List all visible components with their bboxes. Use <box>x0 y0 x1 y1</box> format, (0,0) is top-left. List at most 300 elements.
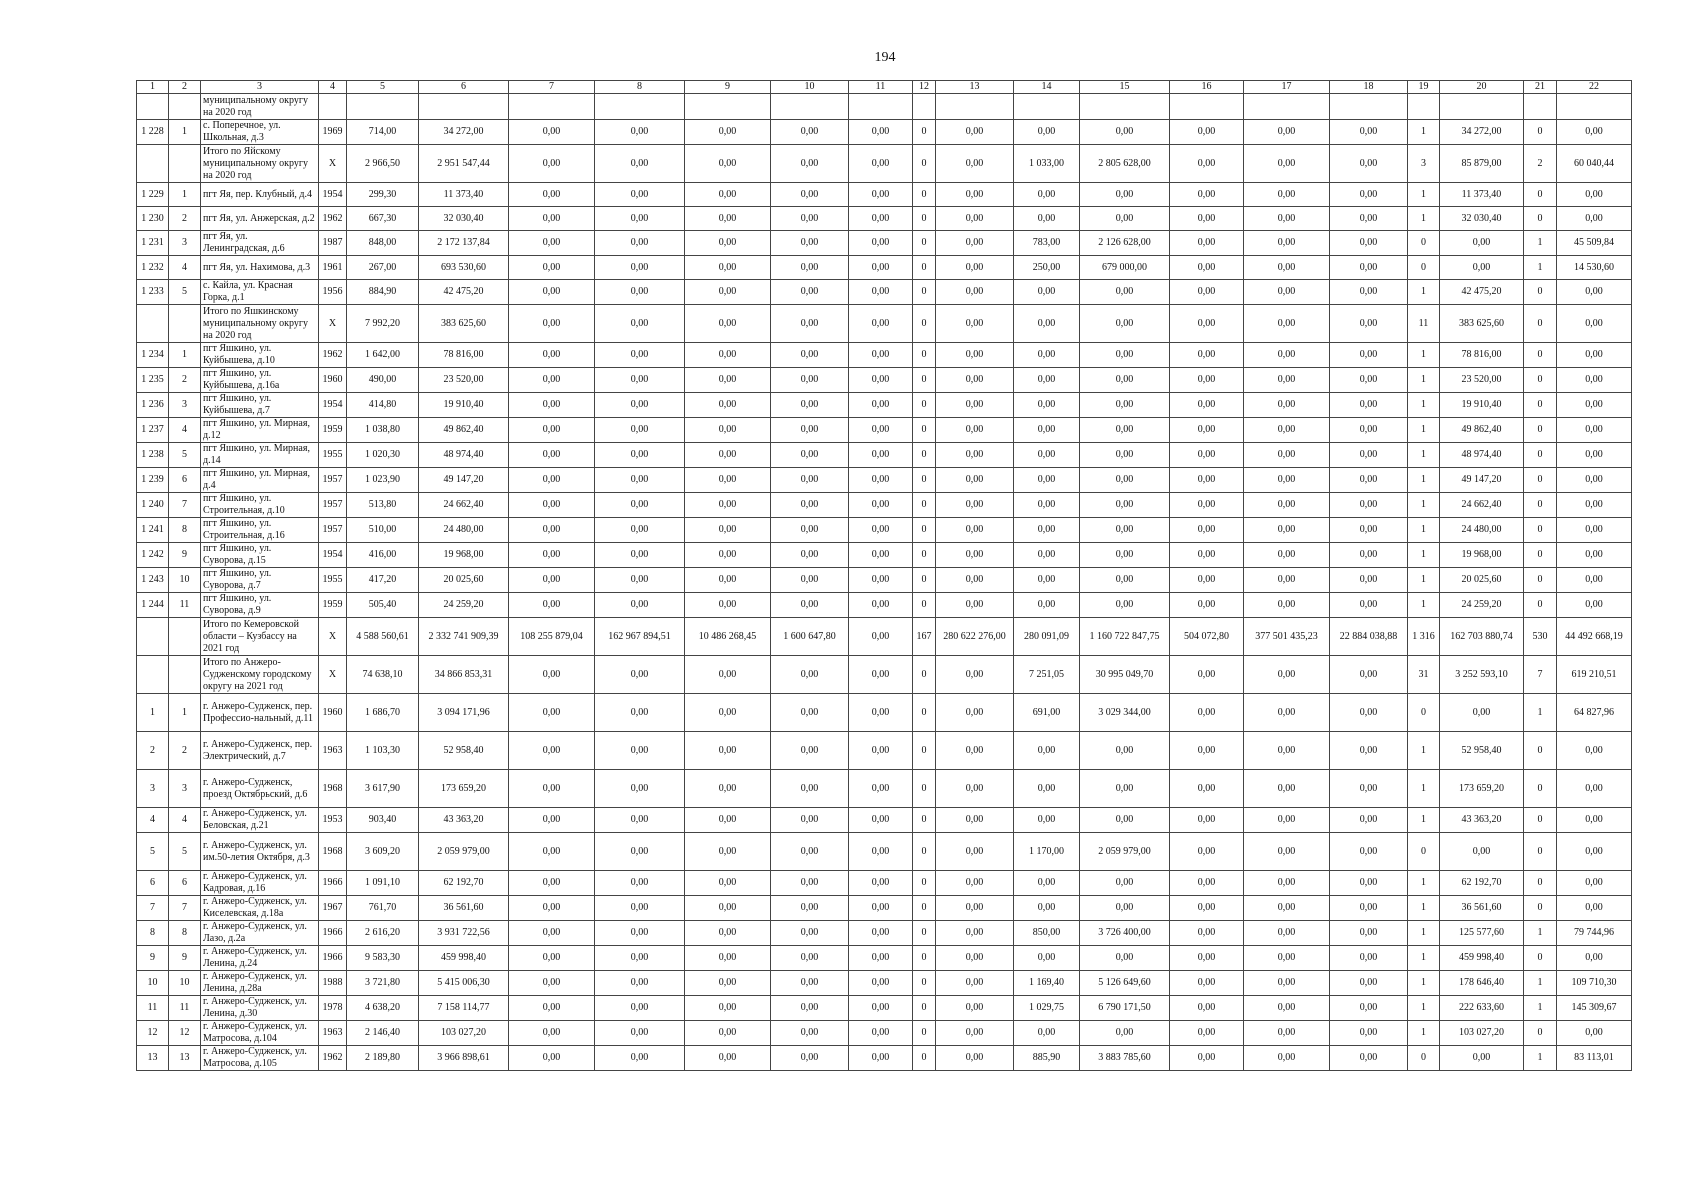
value-cell: 173 659,20 <box>419 770 509 808</box>
value-cell: 1962 <box>319 207 347 231</box>
value-cell: 0 <box>913 256 936 280</box>
column-number-cell: 17 <box>1244 81 1330 94</box>
value-cell: 1 169,40 <box>1014 971 1080 996</box>
value-cell: 0,00 <box>1244 568 1330 593</box>
value-cell: 19 910,40 <box>1440 393 1524 418</box>
table-row <box>137 568 1632 593</box>
value-cell: 459 998,40 <box>419 946 509 971</box>
value-cell: 0,00 <box>509 543 595 568</box>
value-cell: 1988 <box>319 971 347 996</box>
value-cell: 0,00 <box>509 996 595 1021</box>
value-cell: 1 160 722 847,75 <box>1080 618 1170 656</box>
value-cell: 0,00 <box>595 971 685 996</box>
value-cell: 0 <box>1524 833 1557 871</box>
value-cell: 3 094 171,96 <box>419 694 509 732</box>
value-cell: 0,00 <box>1080 120 1170 145</box>
value-cell: 0,00 <box>1330 207 1408 231</box>
value-cell: 0,00 <box>936 207 1014 231</box>
value-cell: 0,00 <box>685 280 771 305</box>
value-cell: 0,00 <box>849 305 913 343</box>
value-cell: 0,00 <box>595 183 685 207</box>
value-cell: 0,00 <box>685 656 771 694</box>
value-cell: 0,00 <box>1244 694 1330 732</box>
value-cell: 1 023,90 <box>347 468 419 493</box>
value-cell: 3 <box>1408 145 1440 183</box>
summary-row <box>137 618 1632 656</box>
value-cell: 44 492 668,19 <box>1557 618 1632 656</box>
value-cell: 0 <box>1524 1021 1557 1046</box>
value-cell: 0,00 <box>771 921 849 946</box>
value-cell: 0,00 <box>509 207 595 231</box>
value-cell: 1 <box>1524 256 1557 280</box>
value-cell: 0,00 <box>1330 493 1408 518</box>
row-number-cell: 1 232 <box>137 256 169 280</box>
table-row <box>137 732 1632 770</box>
value-cell: 1 020,30 <box>347 443 419 468</box>
value-cell: 20 025,60 <box>1440 568 1524 593</box>
summary-label-cell: Итого по Яшкинскому муниципальному округу на 2020 год <box>201 305 319 343</box>
value-cell: 0,00 <box>849 1021 913 1046</box>
value-cell: 0,00 <box>1440 256 1524 280</box>
value-cell: 0,00 <box>1170 996 1244 1021</box>
value-cell: 0,00 <box>1080 368 1170 393</box>
value-cell: 0 <box>1408 231 1440 256</box>
value-cell: 0,00 <box>1557 770 1632 808</box>
value-cell: 0,00 <box>849 896 913 921</box>
address-cell: г. Анжеро-Судженск, проезд Октябрьский, д.6 <box>201 770 319 808</box>
value-cell: 0,00 <box>1014 343 1080 368</box>
value-cell: 0,00 <box>849 732 913 770</box>
value-cell: 79 744,96 <box>1557 921 1632 946</box>
value-cell: 11 <box>1408 305 1440 343</box>
row-number-cell: 1 234 <box>137 343 169 368</box>
value-cell: 0 <box>1524 593 1557 618</box>
value-cell: 0,00 <box>771 732 849 770</box>
row-sub-number-cell: 1 <box>169 120 201 145</box>
value-cell: 0 <box>913 971 936 996</box>
value-cell: 1 316 <box>1408 618 1440 656</box>
value-cell: 0,00 <box>509 694 595 732</box>
value-cell: 125 577,60 <box>1440 921 1524 946</box>
value-cell: 0,00 <box>1244 368 1330 393</box>
column-number-cell: 20 <box>1440 81 1524 94</box>
value-cell: 0,00 <box>936 393 1014 418</box>
value-cell: 1 <box>1408 468 1440 493</box>
value-cell: 52 958,40 <box>1440 732 1524 770</box>
value-cell <box>595 94 685 120</box>
row-number-cell: 2 <box>137 732 169 770</box>
value-cell: 0,00 <box>936 656 1014 694</box>
value-cell: 0,00 <box>936 896 1014 921</box>
row-number-cell: 11 <box>137 996 169 1021</box>
value-cell <box>1170 94 1244 120</box>
value-cell: 24 480,00 <box>419 518 509 543</box>
value-cell: 0 <box>913 343 936 368</box>
row-sub-number-cell <box>169 305 201 343</box>
value-cell: 32 030,40 <box>419 207 509 231</box>
value-cell: 4 638,20 <box>347 996 419 1021</box>
value-cell: 0,00 <box>1330 808 1408 833</box>
value-cell: 0 <box>1524 120 1557 145</box>
value-cell: 1955 <box>319 443 347 468</box>
value-cell: 0,00 <box>1014 468 1080 493</box>
value-cell: 0,00 <box>936 921 1014 946</box>
column-number-cell: 16 <box>1170 81 1244 94</box>
address-cell: г. Анжеро-Судженск, ул. им.50-летия Октября, д.3 <box>201 833 319 871</box>
value-cell: 414,80 <box>347 393 419 418</box>
value-cell: 0,00 <box>1170 896 1244 921</box>
value-cell: 0,00 <box>1170 183 1244 207</box>
value-cell: 0,00 <box>936 493 1014 518</box>
value-cell: 0 <box>913 280 936 305</box>
value-cell: 49 862,40 <box>1440 418 1524 443</box>
value-cell: 0,00 <box>685 468 771 493</box>
value-cell: 0,00 <box>849 120 913 145</box>
value-cell: 0 <box>1408 1046 1440 1071</box>
summary-label-cell: Итого по Яйскому муниципальному округу на 2020 год <box>201 145 319 183</box>
value-cell: 0,00 <box>595 896 685 921</box>
value-cell: 3 883 785,60 <box>1080 1046 1170 1071</box>
value-cell: 1968 <box>319 770 347 808</box>
row-number-cell: 1 239 <box>137 468 169 493</box>
value-cell: 0 <box>1524 368 1557 393</box>
value-cell: 0,00 <box>685 183 771 207</box>
value-cell: 0,00 <box>1557 468 1632 493</box>
value-cell: 0,00 <box>685 896 771 921</box>
value-cell: 0,00 <box>1244 1046 1330 1071</box>
row-sub-number-cell: 8 <box>169 518 201 543</box>
column-number-cell: 4 <box>319 81 347 94</box>
row-number-cell: 1 229 <box>137 183 169 207</box>
value-cell: 0,00 <box>685 946 771 971</box>
value-cell: 0,00 <box>509 732 595 770</box>
value-cell: 1961 <box>319 256 347 280</box>
value-cell: 0,00 <box>849 871 913 896</box>
value-cell: 103 027,20 <box>419 1021 509 1046</box>
value-cell: 0,00 <box>936 518 1014 543</box>
row-number-cell: 4 <box>137 808 169 833</box>
value-cell: 0,00 <box>509 518 595 543</box>
value-cell: 0,00 <box>1244 896 1330 921</box>
value-cell: 0,00 <box>1557 120 1632 145</box>
value-cell: 0,00 <box>771 971 849 996</box>
value-cell: 0,00 <box>1014 493 1080 518</box>
value-cell: 0 <box>1524 493 1557 518</box>
summary-row <box>137 145 1632 183</box>
row-number-cell <box>137 145 169 183</box>
value-cell: 0,00 <box>1330 418 1408 443</box>
value-cell <box>1330 94 1408 120</box>
value-cell: 1 <box>1408 896 1440 921</box>
value-cell: 0,00 <box>1014 808 1080 833</box>
value-cell: 0,00 <box>1557 896 1632 921</box>
value-cell: 0 <box>913 518 936 543</box>
value-cell: 1 033,00 <box>1014 145 1080 183</box>
value-cell: 145 309,67 <box>1557 996 1632 1021</box>
value-cell: 0 <box>913 732 936 770</box>
value-cell: 1 <box>1408 568 1440 593</box>
value-cell: 0,00 <box>1557 305 1632 343</box>
value-cell: 9 583,30 <box>347 946 419 971</box>
value-cell: 0,00 <box>1170 280 1244 305</box>
column-number-cell: 13 <box>936 81 1014 94</box>
value-cell: 1956 <box>319 280 347 305</box>
value-cell: 1969 <box>319 120 347 145</box>
value-cell: 0 <box>913 231 936 256</box>
value-cell: 1 <box>1408 518 1440 543</box>
value-cell: 0 <box>1524 871 1557 896</box>
value-cell: 0,00 <box>849 808 913 833</box>
value-cell: X <box>319 145 347 183</box>
address-cell: г. Анжеро-Судженск, ул. Матросова, д.104 <box>201 1021 319 1046</box>
row-number-cell: 1 240 <box>137 493 169 518</box>
value-cell: 0,00 <box>509 1046 595 1071</box>
column-number-cell: 18 <box>1330 81 1408 94</box>
value-cell: 0,00 <box>1080 468 1170 493</box>
value-cell: 0,00 <box>1330 468 1408 493</box>
value-cell: 34 272,00 <box>1440 120 1524 145</box>
row-sub-number-cell: 9 <box>169 543 201 568</box>
value-cell: 1 <box>1408 593 1440 618</box>
value-cell: 0,00 <box>509 256 595 280</box>
value-cell <box>1244 94 1330 120</box>
value-cell: 1960 <box>319 368 347 393</box>
value-cell: 0,00 <box>1330 343 1408 368</box>
value-cell: 0 <box>913 305 936 343</box>
value-cell: 0,00 <box>1330 393 1408 418</box>
value-cell: 0,00 <box>509 368 595 393</box>
value-cell: 1 <box>1524 971 1557 996</box>
row-sub-number-cell <box>169 145 201 183</box>
value-cell: 0,00 <box>1557 368 1632 393</box>
value-cell: 1 <box>1408 280 1440 305</box>
value-cell: 0,00 <box>849 921 913 946</box>
value-cell: 0,00 <box>685 368 771 393</box>
value-cell: 0,00 <box>595 656 685 694</box>
address-cell: пгт Яшкино, ул. Куйбышева, д.16а <box>201 368 319 393</box>
row-sub-number-cell: 10 <box>169 568 201 593</box>
row-number-cell: 1 228 <box>137 120 169 145</box>
value-cell: 1 170,00 <box>1014 833 1080 871</box>
value-cell: 0,00 <box>1557 593 1632 618</box>
value-cell: 24 259,20 <box>1440 593 1524 618</box>
value-cell: 0,00 <box>1330 996 1408 1021</box>
value-cell: 0,00 <box>849 207 913 231</box>
address-cell: пгт Яшкино, ул. Мирная, д.4 <box>201 468 319 493</box>
value-cell: 2 172 137,84 <box>419 231 509 256</box>
value-cell: 167 <box>913 618 936 656</box>
value-cell: 0,00 <box>771 896 849 921</box>
value-cell: 0,00 <box>849 493 913 518</box>
value-cell: 1 <box>1408 996 1440 1021</box>
value-cell: 0,00 <box>1330 145 1408 183</box>
value-cell: 0,00 <box>1170 694 1244 732</box>
value-cell: 0 <box>913 656 936 694</box>
value-cell: 0,00 <box>685 343 771 368</box>
value-cell: 0,00 <box>849 694 913 732</box>
table-header-row <box>137 81 1632 94</box>
row-number-cell <box>137 94 169 120</box>
value-cell: 49 147,20 <box>419 468 509 493</box>
value-cell: 383 625,60 <box>419 305 509 343</box>
value-cell: 0,00 <box>595 996 685 1021</box>
summary-label-cell: Итого по Кемеровской области – Кузбассу на 2021 год <box>201 618 319 656</box>
value-cell: 1 <box>1408 183 1440 207</box>
value-cell: 24 662,40 <box>1440 493 1524 518</box>
summary-row <box>137 656 1632 694</box>
value-cell: 0,00 <box>1170 231 1244 256</box>
value-cell: 0,00 <box>509 833 595 871</box>
row-sub-number-cell: 11 <box>169 996 201 1021</box>
value-cell: 3 609,20 <box>347 833 419 871</box>
value-cell: 377 501 435,23 <box>1244 618 1330 656</box>
value-cell: 0,00 <box>771 368 849 393</box>
value-cell: 0,00 <box>771 770 849 808</box>
value-cell: 0,00 <box>1080 280 1170 305</box>
value-cell: 1 <box>1408 1021 1440 1046</box>
value-cell: 0,00 <box>936 871 1014 896</box>
value-cell: 0 <box>1524 770 1557 808</box>
value-cell: 0,00 <box>1330 921 1408 946</box>
value-cell: 1 <box>1408 418 1440 443</box>
value-cell: 0,00 <box>1244 518 1330 543</box>
value-cell: 0,00 <box>771 946 849 971</box>
row-sub-number-cell: 1 <box>169 183 201 207</box>
row-number-cell: 1 241 <box>137 518 169 543</box>
value-cell: 250,00 <box>1014 256 1080 280</box>
value-cell: 0 <box>913 896 936 921</box>
value-cell: 0 <box>1524 418 1557 443</box>
address-cell: пгт Яшкино, ул. Куйбышева, д.7 <box>201 393 319 418</box>
value-cell: 0,00 <box>509 568 595 593</box>
value-cell: 0,00 <box>509 418 595 443</box>
value-cell: 2 059 979,00 <box>419 833 509 871</box>
value-cell: 0 <box>913 493 936 518</box>
value-cell: 0,00 <box>1014 393 1080 418</box>
row-sub-number-cell: 9 <box>169 946 201 971</box>
value-cell: 0,00 <box>936 368 1014 393</box>
value-cell: 0,00 <box>1244 120 1330 145</box>
summary-label-cell: муниципальному округу на 2020 год <box>201 94 319 120</box>
row-number-cell: 1 230 <box>137 207 169 231</box>
row-number-cell: 1 238 <box>137 443 169 468</box>
value-cell: 0,00 <box>509 871 595 896</box>
value-cell: 0,00 <box>849 418 913 443</box>
column-number-cell: 8 <box>595 81 685 94</box>
value-cell: 0,00 <box>1244 971 1330 996</box>
value-cell: 43 363,20 <box>419 808 509 833</box>
row-sub-number-cell: 6 <box>169 871 201 896</box>
value-cell: 0,00 <box>1170 871 1244 896</box>
value-cell: 162 967 894,51 <box>595 618 685 656</box>
value-cell: 0,00 <box>1080 568 1170 593</box>
value-cell: 0,00 <box>771 568 849 593</box>
value-cell: 0,00 <box>595 256 685 280</box>
value-cell: 1978 <box>319 996 347 1021</box>
value-cell: 0,00 <box>1170 343 1244 368</box>
value-cell: 0,00 <box>509 896 595 921</box>
row-number-cell: 5 <box>137 833 169 871</box>
value-cell <box>1524 94 1557 120</box>
summary-label-cell: Итого по Анжеро-Судженскому городскому округу на 2021 год <box>201 656 319 694</box>
address-cell: пгт Яшкино, ул. Мирная, д.12 <box>201 418 319 443</box>
value-cell: 0,00 <box>1244 443 1330 468</box>
column-number-cell: 7 <box>509 81 595 94</box>
value-cell: 11 373,40 <box>419 183 509 207</box>
value-cell: 0,00 <box>771 593 849 618</box>
value-cell: 0,00 <box>1330 368 1408 393</box>
value-cell: 23 520,00 <box>1440 368 1524 393</box>
value-cell <box>1014 94 1080 120</box>
value-cell: 0 <box>1524 732 1557 770</box>
row-sub-number-cell: 5 <box>169 443 201 468</box>
value-cell: 0,00 <box>849 1046 913 1071</box>
value-cell: 0,00 <box>1170 656 1244 694</box>
value-cell: 0 <box>1408 694 1440 732</box>
value-cell: 0,00 <box>771 833 849 871</box>
value-cell: 0,00 <box>1330 443 1408 468</box>
value-cell: 0,00 <box>509 145 595 183</box>
value-cell: 2 966,50 <box>347 145 419 183</box>
value-cell: 0,00 <box>771 280 849 305</box>
value-cell: 0,00 <box>1080 732 1170 770</box>
address-cell: г. Анжеро-Судженск, ул. Матросова, д.105 <box>201 1046 319 1071</box>
value-cell: 505,40 <box>347 593 419 618</box>
value-cell: 0,00 <box>849 618 913 656</box>
value-cell: 1966 <box>319 871 347 896</box>
value-cell: 0,00 <box>595 593 685 618</box>
value-cell <box>1080 94 1170 120</box>
value-cell: 0,00 <box>1080 343 1170 368</box>
address-cell: г. Анжеро-Судженск, пер. Профессио-нальный, д.11 <box>201 694 319 732</box>
value-cell <box>849 94 913 120</box>
value-cell: 619 210,51 <box>1557 656 1632 694</box>
value-cell: 0,00 <box>936 120 1014 145</box>
value-cell: 103 027,20 <box>1440 1021 1524 1046</box>
value-cell: 1 <box>1408 971 1440 996</box>
value-cell: 0,00 <box>1244 871 1330 896</box>
value-cell: 62 192,70 <box>419 871 509 896</box>
value-cell: 0,00 <box>1330 231 1408 256</box>
row-number-cell: 10 <box>137 971 169 996</box>
value-cell: 0 <box>913 543 936 568</box>
value-cell: 0,00 <box>509 468 595 493</box>
value-cell: 0,00 <box>595 921 685 946</box>
value-cell: 0 <box>913 443 936 468</box>
value-cell: 0,00 <box>595 694 685 732</box>
value-cell: 0,00 <box>685 418 771 443</box>
data-table <box>136 80 1632 1071</box>
value-cell: 0,00 <box>936 996 1014 1021</box>
value-cell: 1 <box>1524 1046 1557 1071</box>
value-cell: 64 827,96 <box>1557 694 1632 732</box>
value-cell: 0,00 <box>1330 593 1408 618</box>
value-cell: 0 <box>1524 568 1557 593</box>
value-cell: 0,00 <box>509 946 595 971</box>
value-cell: 0,00 <box>771 207 849 231</box>
value-cell: 0,00 <box>1557 280 1632 305</box>
value-cell: 45 509,84 <box>1557 231 1632 256</box>
address-cell: с. Кайла, ул. Красная Горка, д.1 <box>201 280 319 305</box>
value-cell: 49 862,40 <box>419 418 509 443</box>
value-cell: 0,00 <box>1244 343 1330 368</box>
value-cell: 0,00 <box>1014 946 1080 971</box>
value-cell: 0,00 <box>1557 393 1632 418</box>
address-cell: г. Анжеро-Судженск, пер. Электрический, д.7 <box>201 732 319 770</box>
value-cell: 510,00 <box>347 518 419 543</box>
value-cell: 1962 <box>319 343 347 368</box>
value-cell: 0 <box>1524 896 1557 921</box>
